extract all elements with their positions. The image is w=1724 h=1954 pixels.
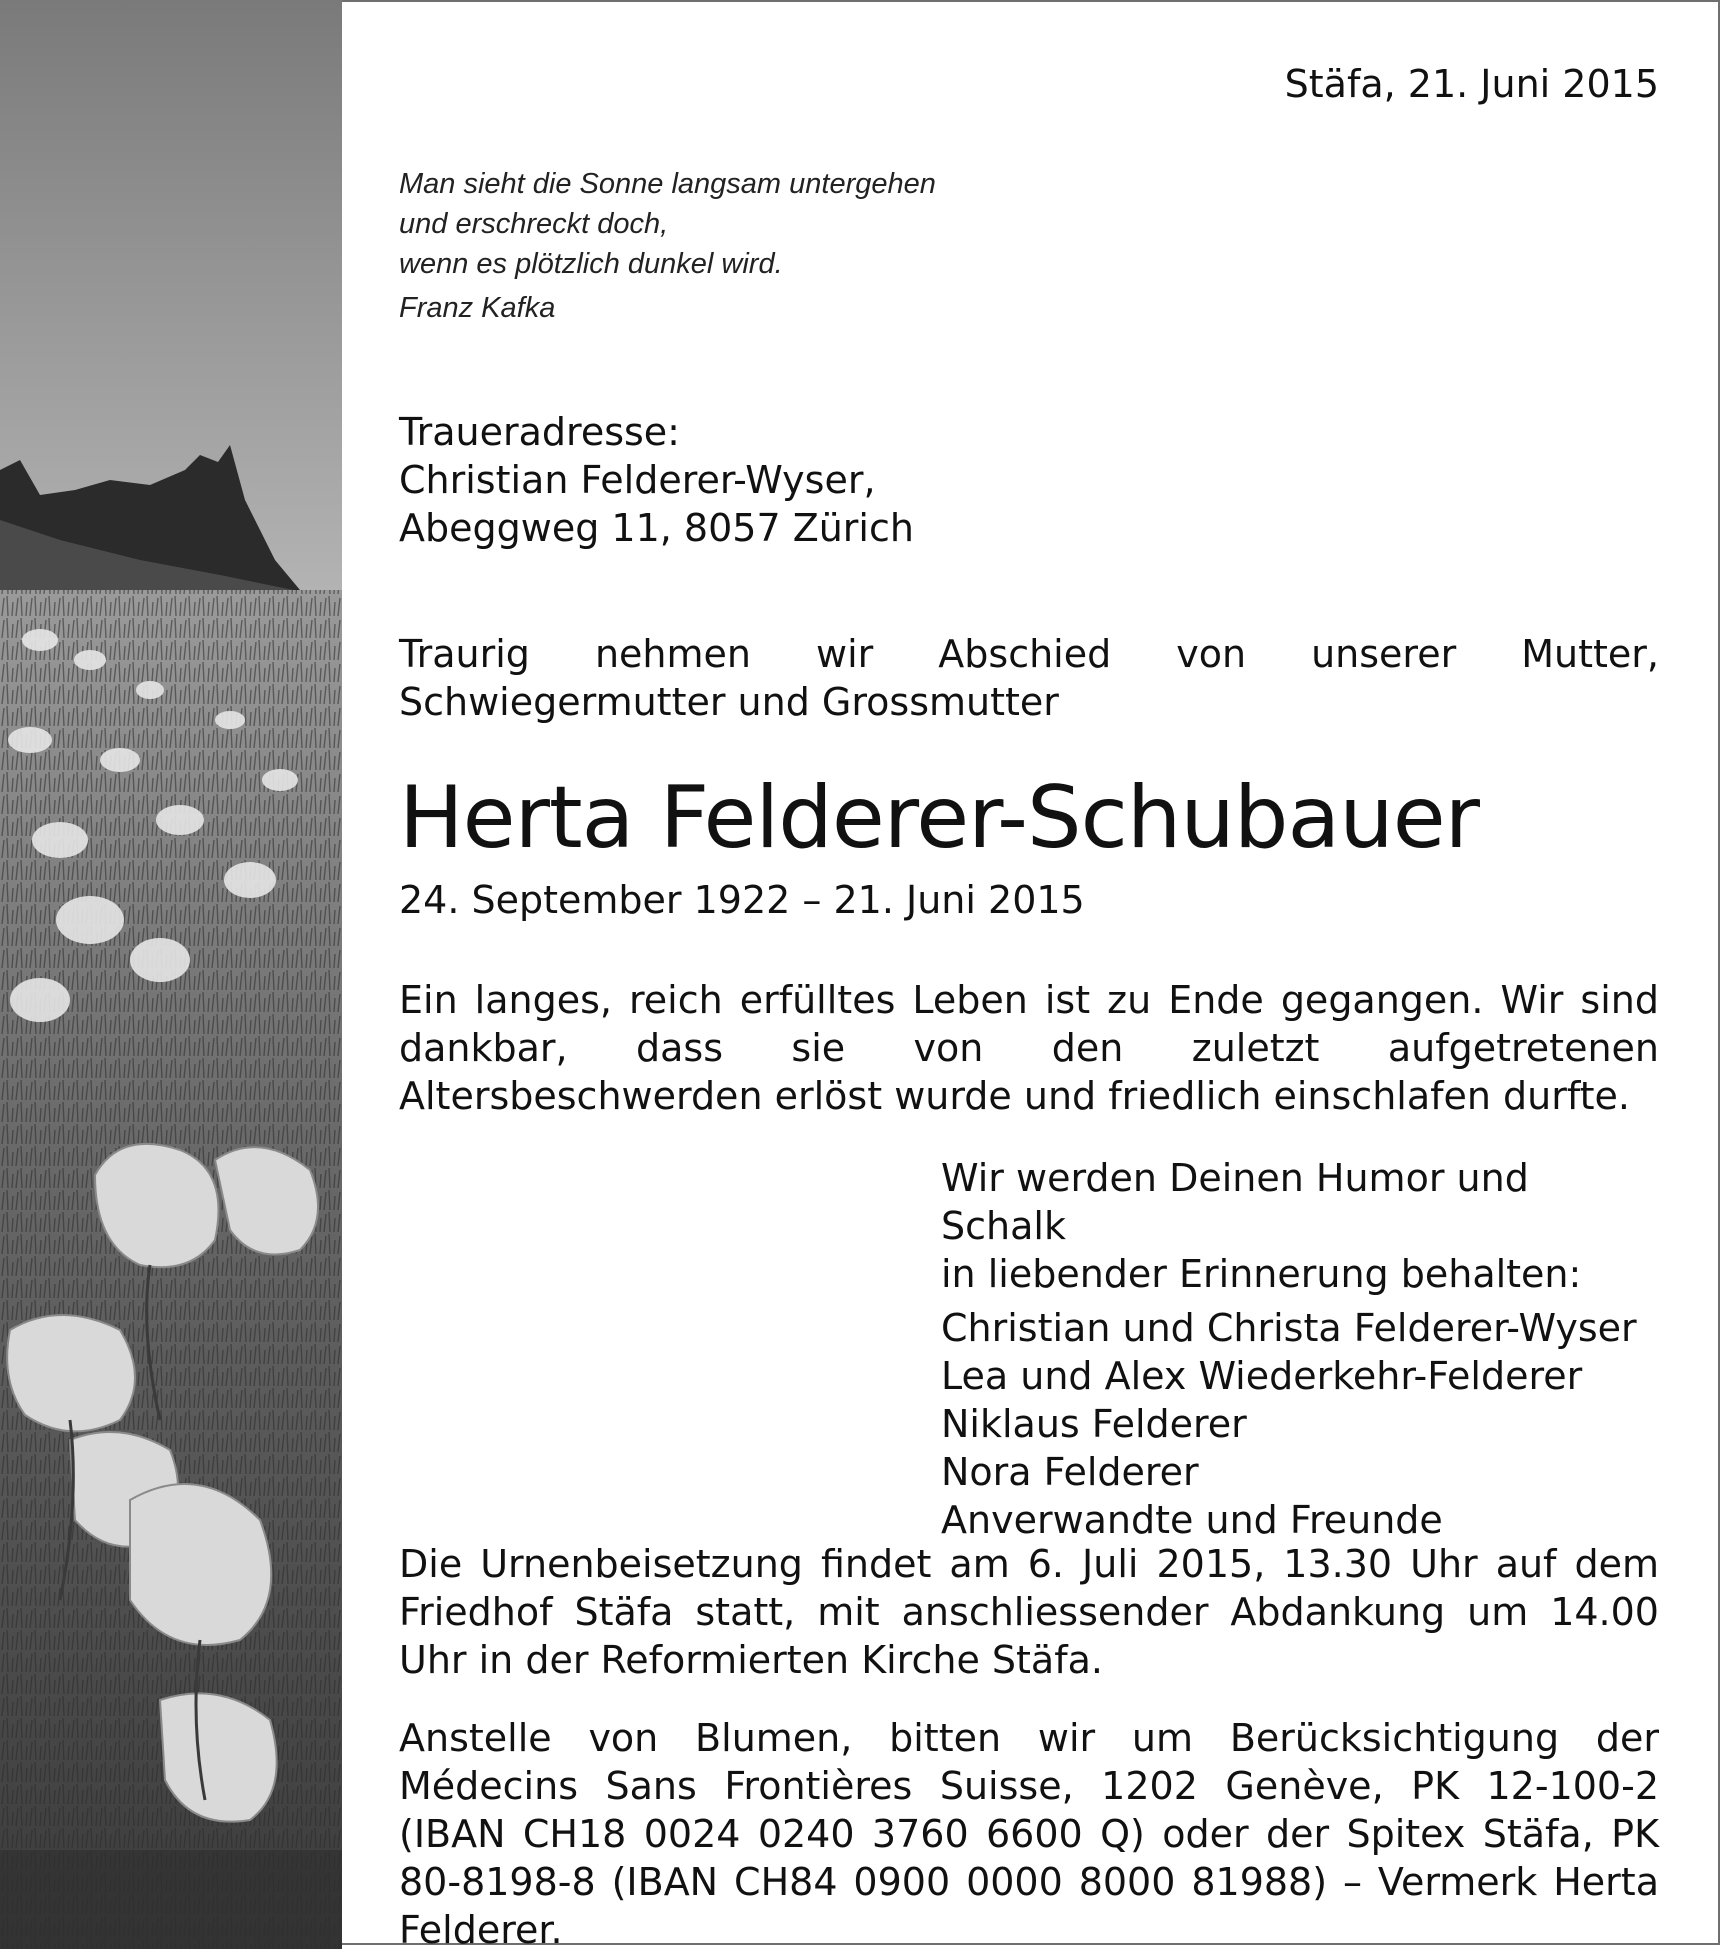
deceased-lifespan: 24. September 1922 – 21. Juni 2015 [399, 878, 1085, 922]
quote-author: Franz Kafka [399, 292, 556, 324]
address-line: Christian Felderer-Wyser, [399, 458, 876, 502]
quote-line: wenn es plötzlich dunkel wird. [399, 248, 783, 280]
burial-paragraph: Die Urnenbeisetzung findet am 6. Juli 2015, 13.30 Uhr auf dem Friedhof Stäfa statt, mit anschliessender Abdankung um 14.00 Uhr in der Reformierten Kirche Stäfa. [399, 1542, 1659, 1682]
address-line: Abeggweg 11, 8057 Zürich [399, 506, 914, 550]
mourner-name: Nora Felderer [941, 1450, 1199, 1494]
quote-line: und erschreckt doch, [399, 208, 669, 240]
mourning-address [399, 408, 914, 552]
quote [399, 164, 936, 284]
mourner-name: Anverwandte und Freunde [941, 1498, 1443, 1542]
mourners-block [941, 1154, 1659, 1544]
address-line: Traueradresse: [399, 410, 680, 454]
mourner-name: Christian und Christa Felderer-Wyser [941, 1306, 1637, 1350]
donation-paragraph: Anstelle von Blumen, bitten wir um Berücksichtigung der Médecins Sans Frontières Suisse, 1202 Genève, PK 12-100-2 (IBAN CH18 0024 0240 3760 6600 Q) oder der Spitex Stäfa, PK 80-8198-8 (IBAN CH84 0900 0000 8000 81988) – Vermerk Herta Felderer. [399, 1716, 1659, 1952]
life-paragraph: Ein langes, reich erfülltes Leben ist zu Ende gegangen. Wir sind dankbar, dass sie von den zuletzt aufgetretenen Altersbeschwerden erlöst wurde und friedlich einschlafen durfte. [399, 978, 1659, 1118]
landscape-photo [0, 0, 342, 1949]
mourners-intro-line: Wir werden Deinen Humor und Schalk [941, 1156, 1529, 1248]
place-date: Stäfa, 21. Juni 2015 [1284, 62, 1659, 106]
deceased-name: Herta Felderer-Schubauer [399, 768, 1479, 868]
mourner-name: Lea und Alex Wiederkehr-Felderer [941, 1354, 1583, 1398]
mourner-name: Niklaus Felderer [941, 1402, 1247, 1446]
announcement-intro: Traurig nehmen wir Abschied von unserer Mutter, Schwiegermutter und Grossmutter [399, 632, 1659, 724]
quote-line: Man sieht die Sonne langsam untergehen [399, 168, 936, 200]
mourners-intro-line: in liebender Erinnerung behalten: [941, 1252, 1582, 1296]
